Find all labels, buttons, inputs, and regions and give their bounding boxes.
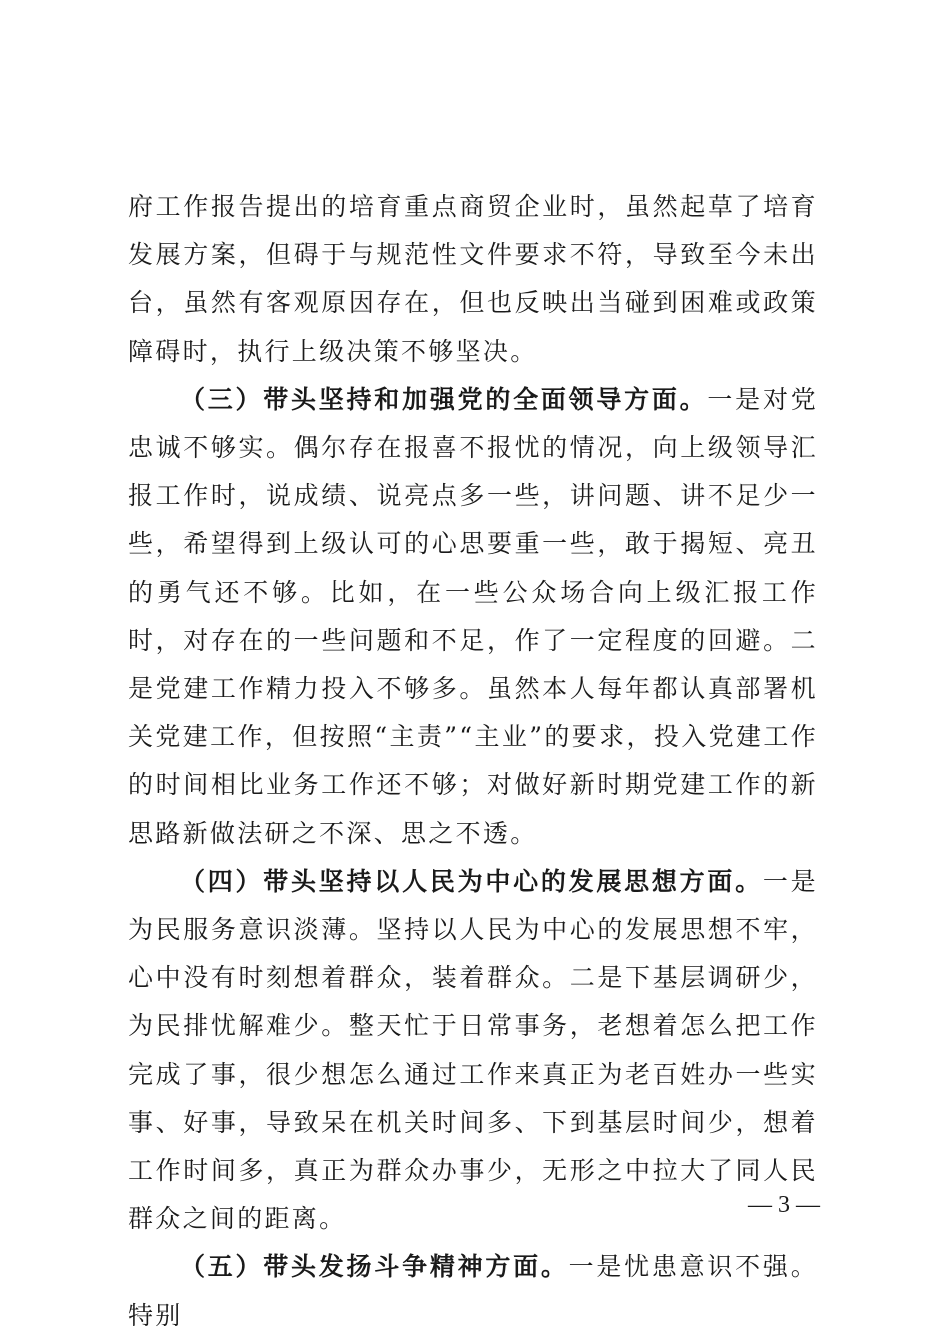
paragraph-section-5: [128, 1243, 818, 1339]
paragraph-body: 一是为民服务意识淡薄。坚持以人民为中心的发展思想不牢，心中没有时刻想着群众，装着群众。二是下基层调研少，为民排忧解难少。整天忙于日常事务，老想着怎么把工作完成了事，很少想怎么通过工作来真正为老百姓办一些实事、好事，导致呆在机关时间多、下到基层时间少，想着工作时间多，真正为群众办事少，无形之中拉大了同人民群众之间的距离。: [128, 866, 818, 1234]
paragraph-section-3: [128, 376, 818, 858]
document-body: [128, 183, 818, 1340]
paragraph-body: 一是对党忠诚不够实。偶尔存在报喜不报忧的情况，向上级领导汇报工作时，说成绩、说亮点多一些，讲问题、讲不足少一些，希望得到上级认可的心思要重一些，敢于揭短、亮丑的勇气还不够。比如，在一些公众场合向上级汇报工作时，对存在的一些问题和不足，作了一定程度的回避。二是党建工作精力投入不够多。虽然本人每年都认真部署机关党建工作，但按照“主责”“主业”的要求，投入党建工作的时间相比业务工作还不够；对做好新时期党建工作的新思路新做法研之不深、思之不透。: [128, 384, 818, 848]
section-heading-3: （三）带头坚持和加强党的全面领导方面。: [180, 384, 708, 414]
section-heading-4: （四）带头坚持以人民为中心的发展思想方面。: [180, 866, 763, 896]
paragraph-body: 一是忧患意识不强。特别: [128, 1252, 818, 1330]
paragraph-section-4: [128, 858, 818, 1244]
page-number: — 3 —: [748, 1192, 820, 1218]
section-heading-5: （五）带头发扬斗争精神方面。: [180, 1252, 569, 1282]
paragraph-continuation: [128, 183, 818, 376]
paragraph-body: 府工作报告提出的培育重点商贸企业时，虽然起草了培育发展方案，但碍于与规范性文件要求不符，导致至今未出台，虽然有客观原因存在，但也反映出当碰到困难或政策障碍时，执行上级决策不够坚决。: [128, 192, 818, 366]
